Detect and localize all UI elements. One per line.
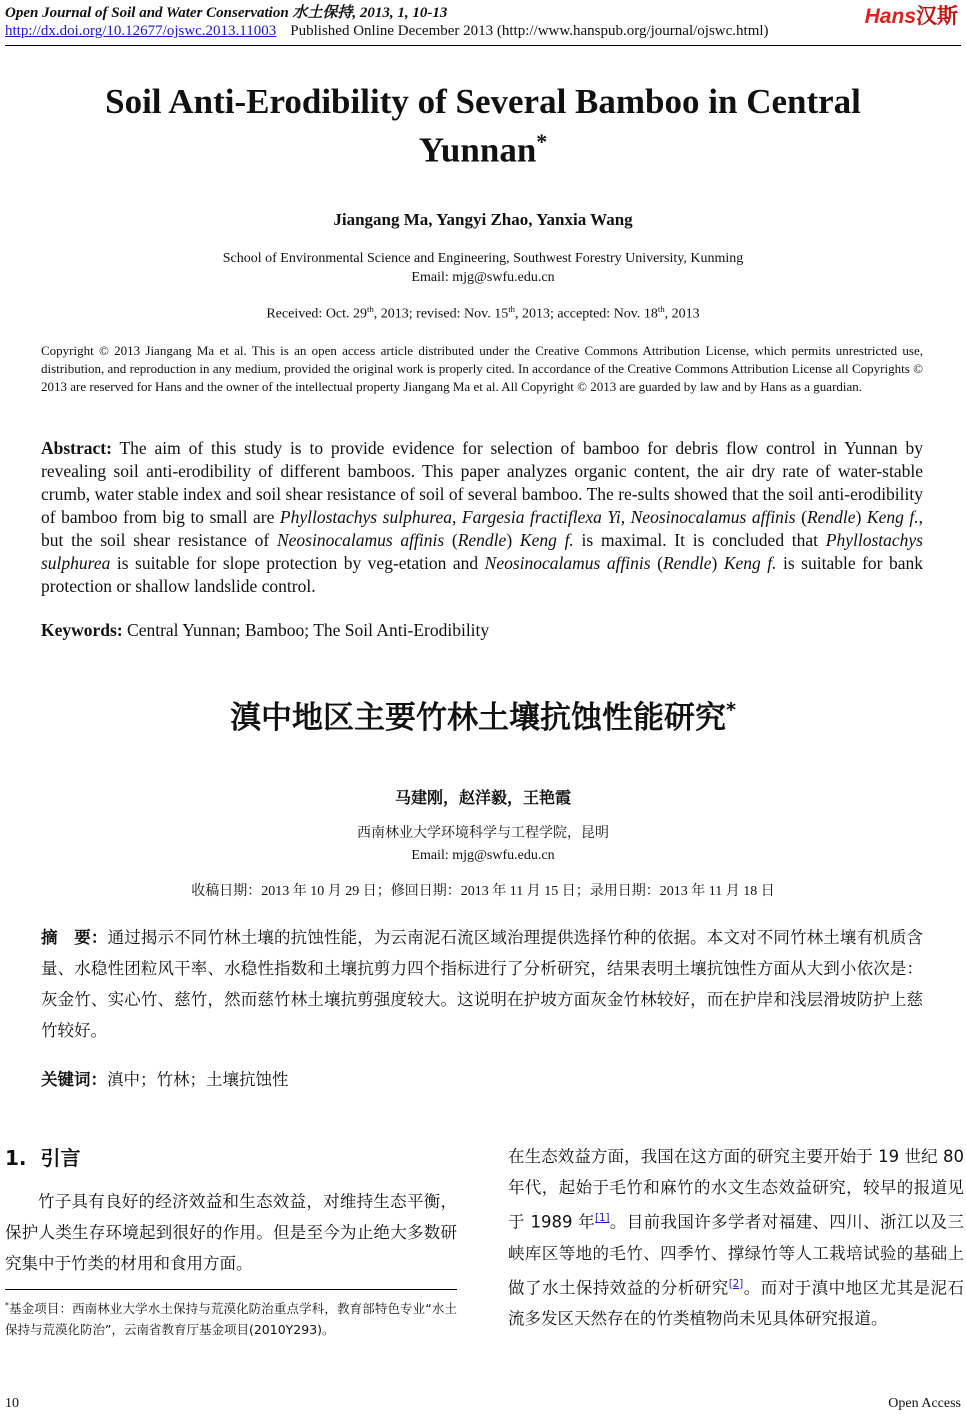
cn-abstract-label: 摘 要：: [41, 928, 108, 947]
published-online: Published Online December 2013 (http://www.hanspub.org/journal/ojswc.html): [290, 23, 769, 39]
affiliation: School of Environmental Science and Engineering, Southwest Forestry University, Kunming: [222, 251, 744, 266]
cn-affiliation-block: [0, 823, 966, 867]
abstract-label: Abstract:: [41, 438, 112, 458]
paper-title-text: Soil Anti-Erodibility of Several Bamboo in Central Yunnan: [105, 82, 861, 170]
abstract-text: ,: [620, 507, 631, 527]
footnote-divider: [5, 1289, 457, 1290]
species-name: Keng f.: [519, 530, 574, 550]
affiliation-block: [0, 249, 966, 287]
abstract-text: ): [506, 530, 520, 550]
email: Email: mjg@swfu.edu.cn: [411, 270, 555, 285]
hans-logo: [865, 0, 958, 30]
abstract-text: is suitable for bank protection or shallow landslide control.: [41, 553, 924, 596]
paragraph-text: 在生态效益方面，我国在这方面的研究主要开始于 19 世纪 80 年代，起始于毛竹和麻竹的水文生态效益研究，较早的报道见于 1989 年: [508, 1147, 964, 1232]
year-part: , 2013: [664, 306, 700, 322]
footnote-text: 基金项目：西南林业大学水土保持与荒漠化防治重点学科，教育部特色专业“水土保持与荒漠化防治”，云南省教育厅基金项目(2010Y293)。: [5, 1301, 457, 1338]
right-column-paragraph: [508, 1141, 964, 1334]
keywords-label: Keywords:: [41, 620, 123, 640]
received-part: Received: Oct. 29: [266, 306, 368, 322]
species-name: Rendle: [457, 530, 507, 550]
abstract-text: ): [855, 507, 867, 527]
keywords-text: Central Yunnan; Bamboo; The Soil Anti-Erodibility: [127, 620, 490, 640]
section-title: 引言: [40, 1146, 81, 1170]
revised-part: , 2013; revised: Nov. 15: [373, 306, 509, 322]
section-heading: [5, 1142, 80, 1171]
logo-cn: 汉斯: [916, 5, 958, 28]
ordinal-suffix: th: [508, 304, 515, 314]
left-column-paragraph: 竹子具有良好的经济效益和生态效益，对维持生态平衡，保护人类生存环境起到很好的作用。但是至今为止绝大多数研究集中于竹类的材用和食用方面。: [5, 1192, 457, 1273]
species-name: Rendle: [662, 553, 712, 573]
copyright-notice: Copyright © 2013 Jiangang Ma et al. This is an open access article distributed under the Creative Commons Attribution License, which permits unrestricted use, distribution, and reproduction in any medium, provided the original work is properly cited. In accordance of the Creative Commons Attribution License all Copyrights © 2013 are reserved for Hans and the owner of the intellectual property Jiangang Ma et al. All Copyright © 2013 are guarded by law and by Hans as a guardian.: [41, 343, 923, 394]
abstract-text: ): [711, 553, 724, 573]
cn-title-text: 滇中地区主要竹林土壤抗蚀性能研究: [229, 700, 726, 736]
cn-authors: 马建刚，赵洋毅，王艳霞: [394, 788, 571, 807]
species-name: Rendle: [806, 507, 856, 527]
species-name: Neosinocalamus affinis: [630, 507, 796, 527]
page-number: 10: [5, 1396, 19, 1411]
cn-abstract-text: 通过揭示不同竹林土壤的抗蚀性能，为云南泥石流区域治理提供选择竹种的依据。本文对不同竹林土壤有机质含量、水稳性团粒风干率、水稳性指数和土壤抗剪力四个指标进行了分析研究，结果表明土壤抗蚀性方面从大到小依次是：灰金竹、实心竹、慈竹，然而慈竹林土壤抗剪强度较大。这说明在护坡方面灰金竹林较好，而在护岸和浅层滑坡防护上慈竹较好。: [41, 928, 924, 1040]
header-divider: [5, 45, 961, 46]
cn-received-dates: 收稿日期：2013 年 10 月 29 日；修回日期：2013 年 11 月 15 日；录用日期：2013 年 11 月 18 日: [191, 884, 775, 899]
species-name: Neosinocalamus affinis: [484, 553, 651, 573]
received-dates: [0, 304, 966, 323]
abstract-text: (: [650, 553, 663, 573]
open-access-label: Open Access: [888, 1396, 961, 1411]
ordinal-suffix: th: [657, 304, 665, 314]
doi-line: [5, 23, 769, 40]
section-number: 1.: [5, 1146, 27, 1170]
species-name: Fargesia fractiflexa Yi: [461, 507, 621, 527]
accepted-part: , 2013; accepted: Nov. 18: [514, 306, 658, 322]
cn-abstract: [41, 922, 923, 1046]
citation-1[interactable]: [1]: [595, 1213, 610, 1224]
cn-email: Email: mjg@swfu.edu.cn: [411, 848, 555, 863]
paper-title: [40, 82, 926, 171]
cn-keywords-text: 滇中；竹林；土壤抗蚀性: [107, 1070, 289, 1089]
species-name: Keng f.: [866, 507, 919, 527]
abstract: [41, 437, 923, 598]
species-name: Phyllostachys sulphurea: [279, 507, 452, 527]
cn-title: [0, 692, 966, 737]
abstract-text: , but the soil shear resistance of: [41, 507, 923, 550]
cn-keywords: [41, 1066, 289, 1090]
paragraph-text: 。目前我国许多学者对福建、四川、浙江以及三峡库区等地的毛竹、四季竹、撑绿竹等人工栽培试验的基础上做了水土保持效益的分析研究: [508, 1212, 965, 1297]
citation-2[interactable]: [2]: [728, 1278, 744, 1290]
title-footnote-mark: *: [536, 130, 548, 154]
footnote-mark: *: [5, 1301, 9, 1310]
abstract-text: is maximal. It is concluded that: [573, 530, 826, 550]
abstract-text: ,: [452, 507, 462, 527]
footnote: [5, 1295, 457, 1340]
cn-title-mark: *: [725, 698, 737, 722]
paragraph-text: 。而对于滇中地区尤其是泥石流多发区天然存在的竹类植物尚未见具体研究报道。: [508, 1278, 965, 1328]
abstract-text: (: [444, 530, 458, 550]
journal-header: Open Journal of Soil and Water Conservation 水土保持, 2013, 1, 10-13: [5, 5, 448, 21]
species-name: Neosinocalamus affinis: [276, 530, 445, 550]
authors: Jiangang Ma, Yangyi Zhao, Yanxia Wang: [333, 210, 633, 229]
abstract-text: is suitable for slope protection by veg-etation and: [110, 553, 485, 573]
keywords: [41, 620, 489, 641]
ordinal-suffix: th: [367, 304, 374, 314]
abstract-text: The aim of this study is to provide evidence for selection of bamboo for debris flow control in Yunnan by revealing soil anti-erodibility of different bamboos. This paper analyzes organic content, the air dry rate of water-stable crumb, water stable index and soil shear resistance of soil of several bamboo. The re-sults showed that the soil anti-erodibility of bamboo from big to small are: [41, 438, 923, 527]
species-name: Keng f.: [723, 553, 777, 573]
cn-affiliation: 西南林业大学环境科学与工程学院，昆明: [357, 826, 609, 841]
doi-link[interactable]: http://dx.doi.org/10.12677/ojswc.2013.11003: [5, 23, 277, 39]
cn-keywords-label: 关键词：: [41, 1070, 107, 1089]
species-name: Phyllostachys sulphurea: [41, 530, 923, 573]
logo-latin: Hans: [864, 5, 916, 28]
abstract-text: (: [795, 507, 807, 527]
